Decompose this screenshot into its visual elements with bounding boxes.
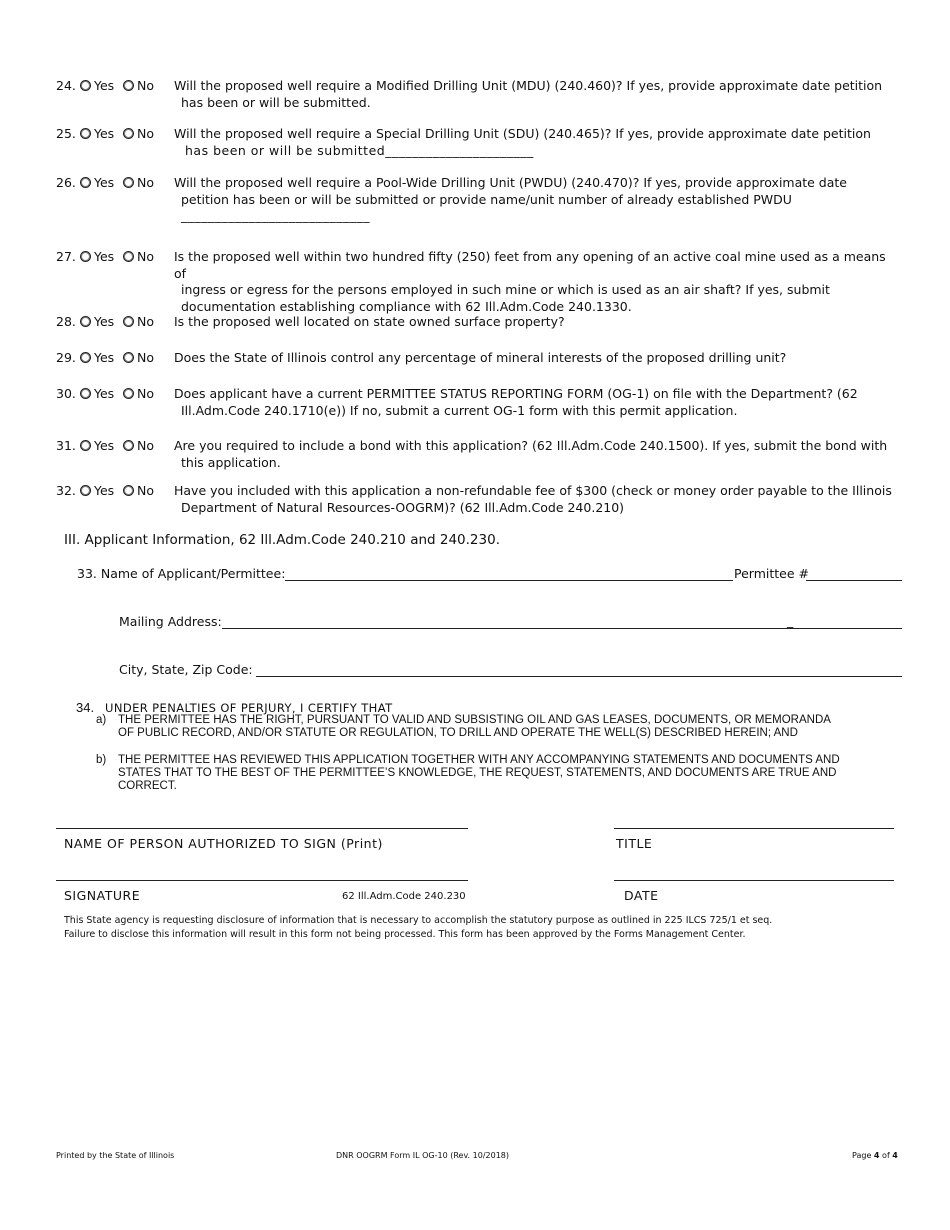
radio-icon[interactable] (80, 80, 91, 91)
radio-icon[interactable] (80, 316, 91, 327)
question-number: 31. (56, 438, 76, 453)
question-number: 26. (56, 175, 76, 190)
question-number: 29. (56, 350, 76, 365)
applicant-name-field[interactable] (285, 580, 733, 581)
disclosure-notice: This State agency is requesting disclosure of information that is necessary to accomplish the statutory purpose as outlined in 225 ILCS 725/1 et seq. Failure to disclose this information will result in this form not being processed. This form has been approved by the Forms Management Center. (64, 915, 773, 940)
no-radio[interactable]: No (123, 483, 154, 498)
no-radio[interactable]: No (123, 175, 154, 190)
no-radio[interactable]: No (123, 350, 154, 365)
no-radio[interactable]: No (123, 126, 154, 141)
radio-icon[interactable] (80, 251, 91, 262)
question-text: Will the proposed well require a Special Drilling Unit (SDU) (240.465)? If yes, provide approximate date petition has been or will be submitted______________________ (174, 126, 871, 158)
no-radio[interactable]: No (123, 78, 154, 93)
question-text: Will the proposed well require a Modified Drilling Unit (MDU) (240.460)? If yes, provide approximate date petition has been or will be submitted. (174, 78, 883, 110)
title-field[interactable] (614, 828, 894, 829)
city-state-zip-label: City, State, Zip Code: (119, 662, 253, 677)
radio-icon[interactable] (123, 128, 134, 139)
radio-icon[interactable] (123, 440, 134, 451)
question-number: 28. (56, 314, 76, 329)
mailing-address-field[interactable] (222, 628, 902, 629)
no-radio[interactable]: No (123, 314, 154, 329)
radio-icon[interactable] (123, 316, 134, 327)
yes-radio[interactable]: Yes (80, 386, 114, 401)
yes-radio[interactable]: Yes (80, 314, 114, 329)
applicant-name-label: 33. Name of Applicant/Permittee: (77, 566, 286, 581)
no-radio[interactable]: No (123, 249, 154, 264)
question-number: 27. (56, 249, 76, 264)
radio-icon[interactable] (80, 177, 91, 188)
mailing-address-label: Mailing Address: (119, 614, 222, 629)
date-label: DATE (624, 888, 659, 903)
yes-radio[interactable]: Yes (80, 438, 114, 453)
radio-icon[interactable] (80, 485, 91, 496)
question-text: Are you required to include a bond with this application? (62 Ill.Adm.Code 240.1500). If yes, submit the bond with this application. (174, 438, 888, 470)
question-number: 32. (56, 483, 76, 498)
certification-heading: UNDER PENALTIES OF PERJURY, I CERTIFY THAT (105, 701, 393, 715)
yes-radio[interactable]: Yes (80, 350, 114, 365)
yes-radio[interactable]: Yes (80, 249, 114, 264)
radio-icon[interactable] (123, 352, 134, 363)
radio-icon[interactable] (80, 128, 91, 139)
signature-label: SIGNATURE (64, 888, 141, 903)
radio-icon[interactable] (123, 177, 134, 188)
footer-page-number: Page 4 of 4 (852, 1151, 898, 1160)
question-number: 30. (56, 386, 76, 401)
section-title: III. Applicant Information, 62 Ill.Adm.Code 240.210 and 240.230. (64, 532, 500, 548)
question-text: Is the proposed well located on state owned surface property? (174, 314, 565, 329)
footer-form-id: DNR OOGRM Form IL OG-10 (Rev. 10/2018) (336, 1151, 509, 1160)
signature-field[interactable] (56, 880, 468, 881)
permittee-number-label: Permittee # (734, 566, 809, 581)
yes-radio[interactable]: Yes (80, 78, 114, 93)
date-field[interactable] (614, 880, 894, 881)
no-radio[interactable]: No (123, 386, 154, 401)
no-radio[interactable]: No (123, 438, 154, 453)
code-reference: 62 Ill.Adm.Code 240.230 (342, 891, 466, 902)
permittee-number-field[interactable] (806, 580, 902, 581)
radio-icon[interactable] (80, 440, 91, 451)
radio-icon[interactable] (80, 352, 91, 363)
question-text: Does applicant have a current PERMITTEE STATUS REPORTING FORM (OG-1) on file with the Department? (62 Ill.Adm.Code 240.1710(e)) If no, submit a current OG-1 form with this permit application. (174, 386, 858, 418)
yes-radio[interactable]: Yes (80, 483, 114, 498)
question-number: 24. (56, 78, 76, 93)
radio-icon[interactable] (123, 485, 134, 496)
radio-icon[interactable] (123, 80, 134, 91)
question-text: Is the proposed well within two hundred fifty (250) feet from any opening of an active coal mine used as a means of ingress or egress for the persons employed in such mine or which is used as an air shaft? If yes, submit documentation establishing compliance with 62 Ill.Adm.Code 240.1330. (174, 249, 886, 314)
pwdu-blank[interactable]: ____________________________ (181, 208, 370, 223)
name-print-label: NAME OF PERSON AUTHORIZED TO SIGN (Print) (64, 836, 383, 851)
title-label: TITLE (616, 836, 653, 851)
question-number: 25. (56, 126, 76, 141)
question-text: Will the proposed well require a Pool-Wide Drilling Unit (PWDU) (240.470)? If yes, provide approximate date petition has been or will be submitted or provide name/unit number of already established PWDU ____________________________ (174, 175, 894, 225)
name-print-field[interactable] (56, 828, 468, 829)
yes-radio[interactable]: Yes (80, 126, 114, 141)
yes-radio[interactable]: Yes (80, 175, 114, 190)
city-state-zip-field[interactable] (256, 676, 902, 677)
question-text: Have you included with this application a non-refundable fee of $300 (check or money order payable to the Illinois Department of Natural Resources-OOGRM)? (62 Ill.Adm.Code 240.210) (174, 483, 892, 515)
radio-icon[interactable] (80, 388, 91, 399)
footer-printed-by: Printed by the State of Illinois (56, 1151, 175, 1160)
radio-icon[interactable] (123, 251, 134, 262)
radio-icon[interactable] (123, 388, 134, 399)
mailing-address-tail: _ (787, 613, 794, 628)
question-text: Does the State of Illinois control any percentage of mineral interests of the proposed drilling unit? (174, 350, 787, 365)
question-number: 34. (76, 700, 95, 715)
